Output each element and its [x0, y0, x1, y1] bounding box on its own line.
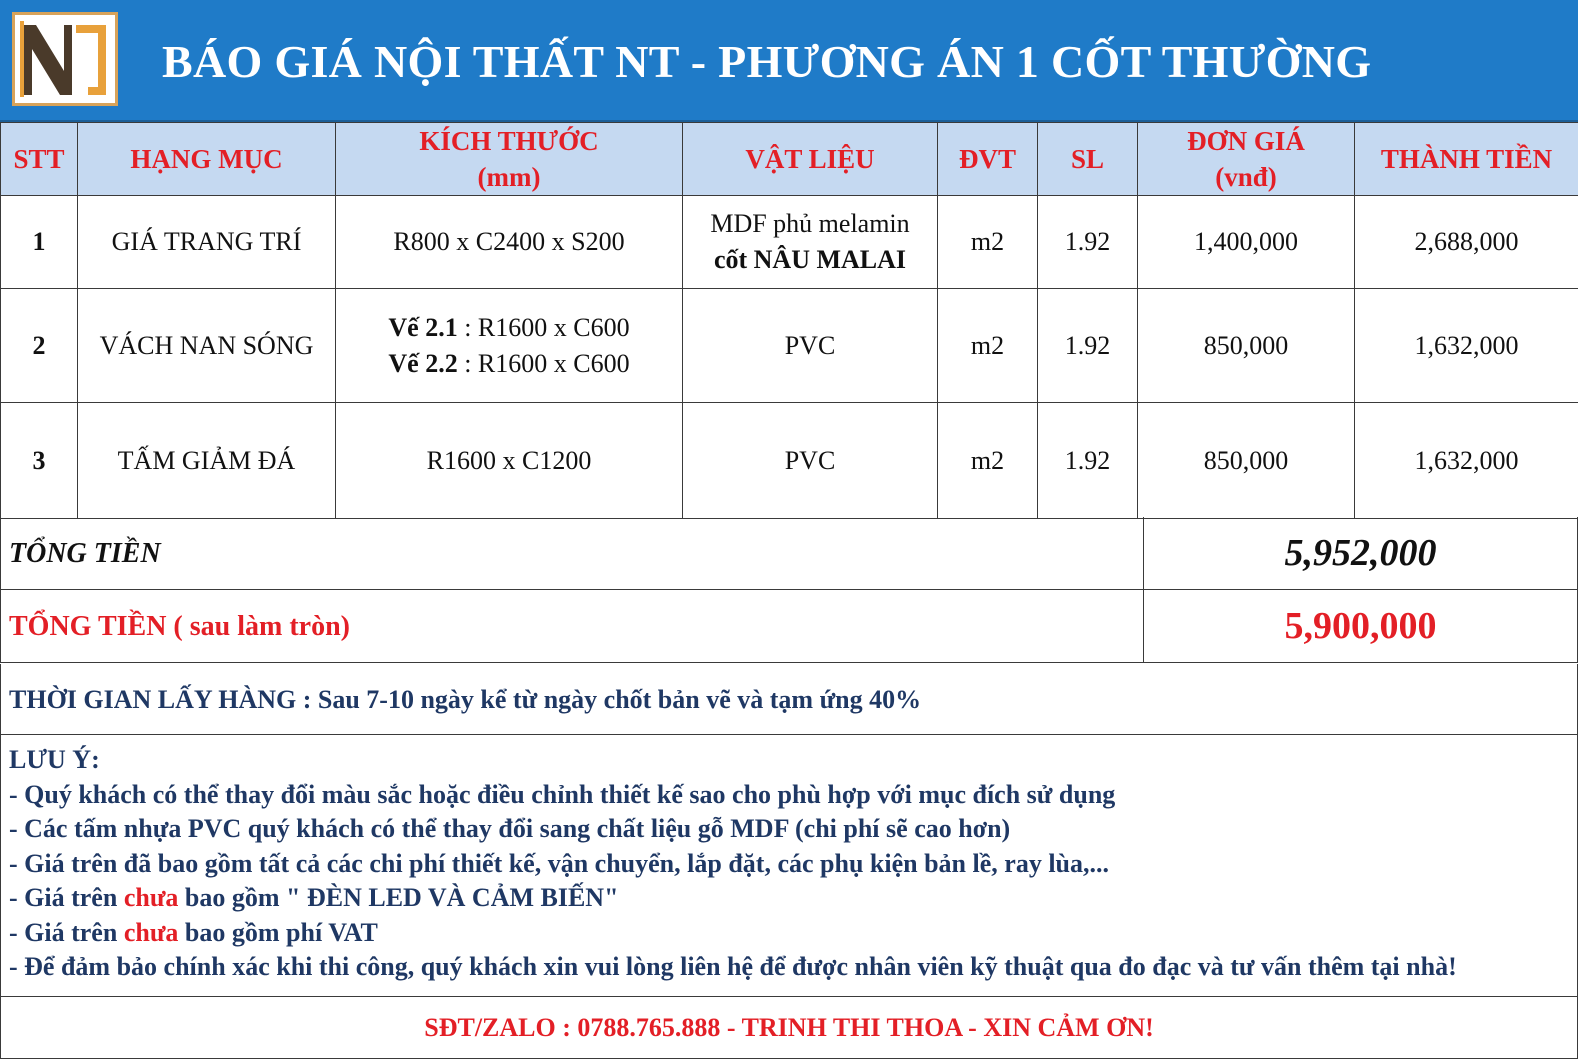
size-part-label: Vế 2.1	[388, 312, 458, 342]
cell-total: 1,632,000	[1355, 289, 1578, 403]
cell-size: R1600 x C1200	[336, 403, 683, 519]
material-line: MDF phủ melamin	[710, 209, 910, 238]
totals-block	[0, 517, 1578, 663]
note-item	[9, 916, 1577, 951]
col-header-total: THÀNH TIỀN	[1355, 123, 1578, 196]
rounded-total-value: 5,900,000	[1284, 605, 1437, 647]
page-title: BÁO GIÁ NỘI THẤT NT - PHƯƠNG ÁN 1 CỐT THƯỜNG	[162, 36, 1372, 87]
cell-unit: m2	[938, 403, 1038, 519]
note-text: - Giá trên	[9, 883, 124, 912]
col-header-item: HẠNG MỤC	[78, 123, 336, 196]
notes-heading: LƯU Ý:	[9, 745, 100, 774]
material-core: cốt NÂU MALAI	[713, 245, 907, 274]
col-header-size-label: KÍCH THƯỚC	[419, 126, 599, 156]
cell-unit-price: 850,000	[1138, 403, 1355, 519]
cell-item: GIÁ TRANG TRÍ	[78, 196, 336, 289]
col-header-material: VẬT LIỆU	[683, 123, 938, 196]
note-highlight: chưa	[123, 883, 179, 912]
table-row	[1, 196, 1578, 289]
cell-unit-price: 1,400,000	[1138, 196, 1355, 289]
size-part-value: : R1600 x C600	[457, 348, 630, 378]
total-value: 5,952,000	[1284, 532, 1437, 574]
col-header-price-unit: (vnđ)	[1215, 162, 1277, 192]
total-row	[1, 517, 1577, 590]
size-part-label: Vế 2.2	[388, 348, 458, 378]
cell-material	[683, 196, 938, 289]
cell-size	[336, 289, 683, 403]
cell-material: PVC	[683, 289, 938, 403]
cell-unit-price: 850,000	[1138, 289, 1355, 403]
table-header-row	[1, 123, 1578, 196]
contact-footer: SĐT/ZALO : 0788.765.888 - TRINH THI THOA - XIN CẢM ƠN!	[0, 997, 1578, 1059]
cell-unit: m2	[938, 289, 1038, 403]
cell-total: 2,688,000	[1355, 196, 1578, 289]
note-item: - Để đảm bảo chính xác khi thi công, quý khách xin vui lòng liên hệ để được nhân viên kỹ thuật qua đo đạc và tư vấn thêm tại nhà!	[9, 952, 1457, 981]
notes-section	[0, 735, 1578, 997]
cell-unit: m2	[938, 196, 1038, 289]
cell-stt: 2	[1, 289, 78, 403]
total-label: TỔNG TIỀN	[9, 538, 161, 569]
note-item: - Quý khách có thể thay đổi màu sắc hoặc điều chỉnh thiết kế sao cho phù hợp với mục đích sử dụng	[9, 779, 1116, 809]
note-text: bao gồm " ĐÈN LED VÀ CẢM BIẾN"	[178, 883, 619, 912]
col-header-price-label: ĐƠN GIÁ	[1187, 126, 1305, 156]
col-header-size-unit: (mm)	[477, 162, 541, 192]
cell-total: 1,632,000	[1355, 403, 1578, 519]
note-text: - Giá trên	[9, 917, 124, 947]
nt-logo-icon	[18, 19, 112, 99]
cell-stt: 3	[1, 403, 78, 519]
note-highlight: chưa	[123, 917, 179, 947]
quote-table	[0, 122, 1578, 519]
cell-qty: 1.92	[1038, 196, 1138, 289]
note-text: bao gồm phí VAT	[178, 917, 378, 947]
rounded-total-label: TỔNG TIỀN ( sau làm tròn)	[9, 611, 350, 642]
note-item	[9, 881, 1577, 916]
cell-size: R800 x C2400 x S200	[336, 196, 683, 289]
note-item: - Các tấm nhựa PVC quý khách có thể thay đổi sang chất liệu gỗ MDF (chi phí sẽ cao hơn)	[9, 814, 1011, 843]
col-header-stt: STT	[1, 123, 78, 196]
cell-qty: 1.92	[1038, 403, 1138, 519]
cell-item: VÁCH NAN SÓNG	[78, 289, 336, 403]
col-header-qty: SL	[1038, 123, 1138, 196]
size-part-value: : R1600 x C600	[457, 312, 630, 342]
cell-qty: 1.92	[1038, 289, 1138, 403]
cell-stt: 1	[1, 196, 78, 289]
table-row	[1, 403, 1578, 519]
col-header-unit-price	[1138, 123, 1355, 196]
rounded-total-row	[1, 590, 1577, 663]
title-banner	[0, 0, 1578, 122]
note-item: - Giá trên đã bao gồm tất cả các chi phí thiết kế, vận chuyển, lắp đặt, các phụ kiện bản lề, ray lùa,...	[9, 848, 1109, 878]
company-logo	[12, 12, 118, 106]
delivery-time: THỜI GIAN LẤY HÀNG : Sau 7-10 ngày kể từ ngày chốt bản vẽ và tạm ứng 40%	[0, 664, 1578, 735]
col-header-unit: ĐVT	[938, 123, 1038, 196]
table-row	[1, 289, 1578, 403]
col-header-size	[336, 123, 683, 196]
cell-item: TẤM GIẢM ĐÁ	[78, 403, 336, 519]
cell-material: PVC	[683, 403, 938, 519]
